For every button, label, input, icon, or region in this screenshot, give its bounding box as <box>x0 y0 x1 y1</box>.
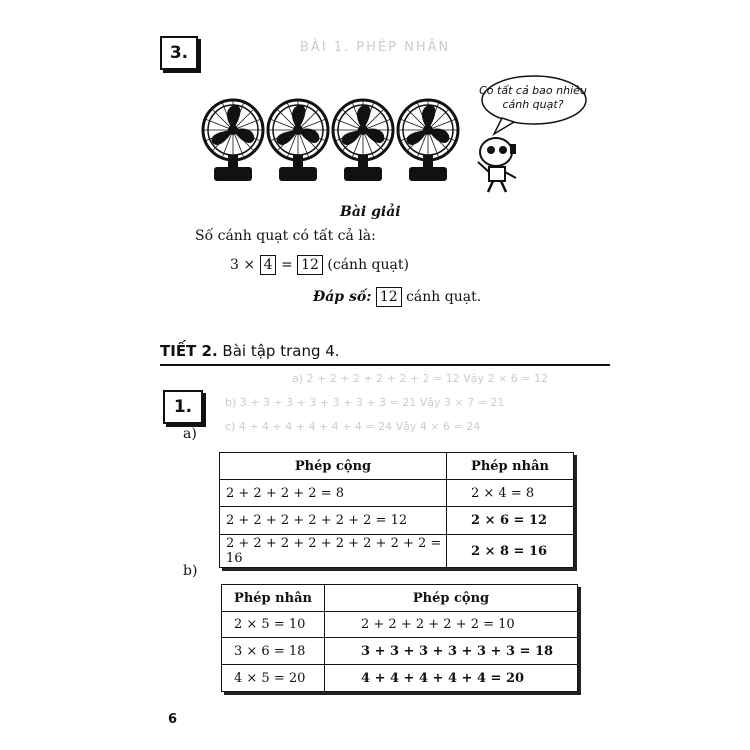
part-a-cell-multiplication: 2 × 4 = 8 <box>447 480 574 507</box>
exercise-1-number: 1. <box>163 390 203 424</box>
section-title-bold: TIẾT 2. <box>160 342 218 360</box>
answer-unit: cánh quạt. <box>406 289 482 305</box>
part-b-cell-addition: 3 + 3 + 3 + 3 + 3 + 3 = 18 <box>325 638 578 665</box>
answer-label: Đáp số: <box>313 289 372 305</box>
bleed-through-row-3: c) 4 + 4 + 4 + 4 + 4 + 4 = 24 Vậy 4 × 6 = 24 <box>225 420 481 433</box>
fan-icon <box>398 100 458 181</box>
part-b-cell-addition: 4 + 4 + 4 + 4 + 4 = 20 <box>325 665 578 692</box>
answer-value-box: 12 <box>376 287 402 307</box>
part-b-label: b) <box>183 563 198 579</box>
part-b-header-addition: Phép cộng <box>325 585 578 612</box>
bleed-through-top: BÀI 1. PHÉP NHÂN <box>300 40 451 55</box>
solution-statement: Số cánh quạt có tất cả là: <box>195 228 376 244</box>
table-row <box>220 535 574 568</box>
solution-heading: Bài giải <box>340 204 401 220</box>
part-a-cell-addition: 2 + 2 + 2 + 2 = 8 <box>220 480 447 507</box>
equation-unit: (cánh quạt) <box>327 257 409 273</box>
factor-b-box: 4 <box>260 255 277 275</box>
fan-illustration <box>200 95 470 187</box>
part-a-cell-addition: 2 + 2 + 2 + 2 + 2 + 2 = 12 <box>220 507 447 535</box>
exercise-3-number: 3. <box>160 36 198 70</box>
part-b-cell-multiplication: 4 × 5 = 20 <box>222 665 325 692</box>
fan-icon <box>203 100 263 181</box>
section-title-rest: Bài tập trang 4. <box>217 342 340 360</box>
times-sign: × <box>243 257 256 273</box>
part-a-cell-addition: 2 + 2 + 2 + 2 + 2 + 2 + 2 + 2 = 16 <box>220 535 447 568</box>
part-a-cell-multiplication: 2 × 6 = 12 <box>447 507 574 535</box>
part-b-header-multiplication: Phép nhân <box>222 585 325 612</box>
part-b-cell-multiplication: 2 × 5 = 10 <box>222 612 325 638</box>
part-b-cell-multiplication: 3 × 6 = 18 <box>222 638 325 665</box>
final-answer <box>313 287 481 307</box>
part-a-header-multiplication: Phép nhân <box>447 453 574 480</box>
bleed-through-row-1: a) 2 + 2 + 2 + 2 + 2 + 2 = 12 Vậy 2 × 6 = 12 <box>292 372 548 385</box>
speech-bubble <box>474 84 592 112</box>
section-title <box>160 342 340 360</box>
table-row <box>220 507 574 535</box>
section-divider <box>160 364 610 366</box>
part-b-table <box>221 584 578 692</box>
speech-bubble-line-1: Có tất cả bao nhiêu <box>479 84 587 97</box>
bleed-through-row-2: b) 3 + 3 + 3 + 3 + 3 + 3 + 3 = 21 Vậy 3 × 7 = 21 <box>225 396 505 409</box>
table-row <box>222 665 578 692</box>
part-a-cell-multiplication: 2 × 8 = 16 <box>447 535 574 568</box>
part-a-table <box>219 452 574 568</box>
table-row <box>222 612 578 638</box>
part-a-header-addition: Phép cộng <box>220 453 447 480</box>
fan-icon <box>268 100 328 181</box>
table-row <box>222 638 578 665</box>
fan-icon <box>333 100 393 181</box>
solution-equation <box>230 255 409 275</box>
equals-sign: = <box>280 257 293 273</box>
result-box: 12 <box>297 255 323 275</box>
page-number: 6 <box>168 712 178 727</box>
part-a-label: a) <box>183 426 197 442</box>
part-b-cell-addition: 2 + 2 + 2 + 2 + 2 = 10 <box>325 612 578 638</box>
factor-a: 3 <box>230 257 239 273</box>
table-row <box>220 480 574 507</box>
speech-bubble-line-2: cánh quạt? <box>502 98 564 111</box>
